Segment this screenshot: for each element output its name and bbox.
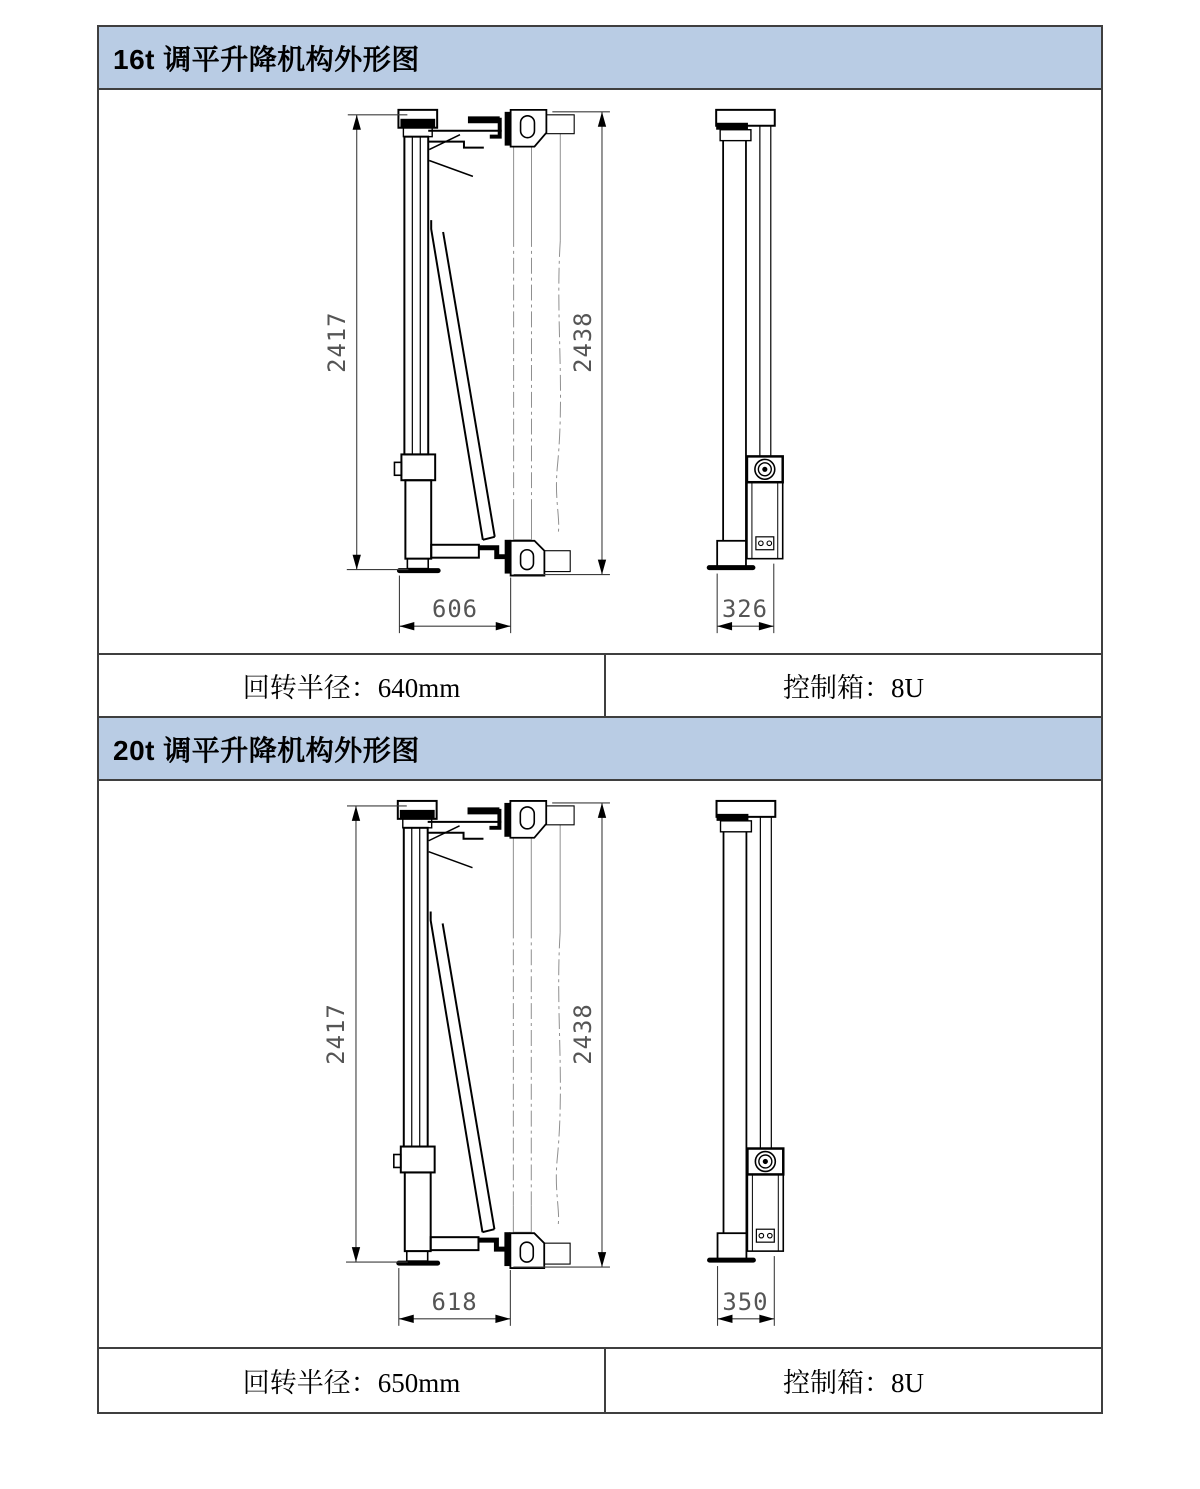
section-header-20t: [99, 718, 1101, 781]
dim-label-width-side-20t: 350: [722, 1287, 769, 1316]
dim-label-height-right-20t: 2438: [569, 1003, 598, 1065]
spec-rotation-radius-16t: 回转半径：640mm: [242, 673, 461, 703]
dim-label-width-front-16t: 606: [432, 595, 479, 624]
section-header-16t: [99, 27, 1101, 90]
drawing-cell-16t: [99, 90, 1101, 655]
spec-rotation-radius-20t: 回转半径：650mm: [242, 1368, 461, 1398]
spec-row-16t: [99, 655, 1101, 718]
drawing-cell-20t: [99, 781, 1101, 1349]
mechanism-drawing-20t: [99, 781, 1101, 1347]
section-title-20t: 20t 调平升降机构外形图: [113, 734, 420, 766]
dim-label-height-right-16t: 2438: [569, 311, 598, 373]
dim-label-height-left-20t: 2417: [322, 1003, 351, 1065]
mechanism-drawing-16t: [99, 90, 1101, 653]
section-title-16t: 16t 调平升降机构外形图: [113, 43, 420, 75]
spec-table: [97, 25, 1103, 1414]
spec-row-20t: [99, 1349, 1101, 1412]
dim-label-width-front-20t: 618: [431, 1287, 478, 1316]
spec-control-box-20t: 控制箱：8U: [604, 1349, 1101, 1412]
spec-control-box-16t: 控制箱：8U: [604, 655, 1101, 716]
dim-label-height-left-16t: 2417: [322, 311, 351, 373]
dim-label-width-side-16t: 326: [721, 595, 768, 624]
